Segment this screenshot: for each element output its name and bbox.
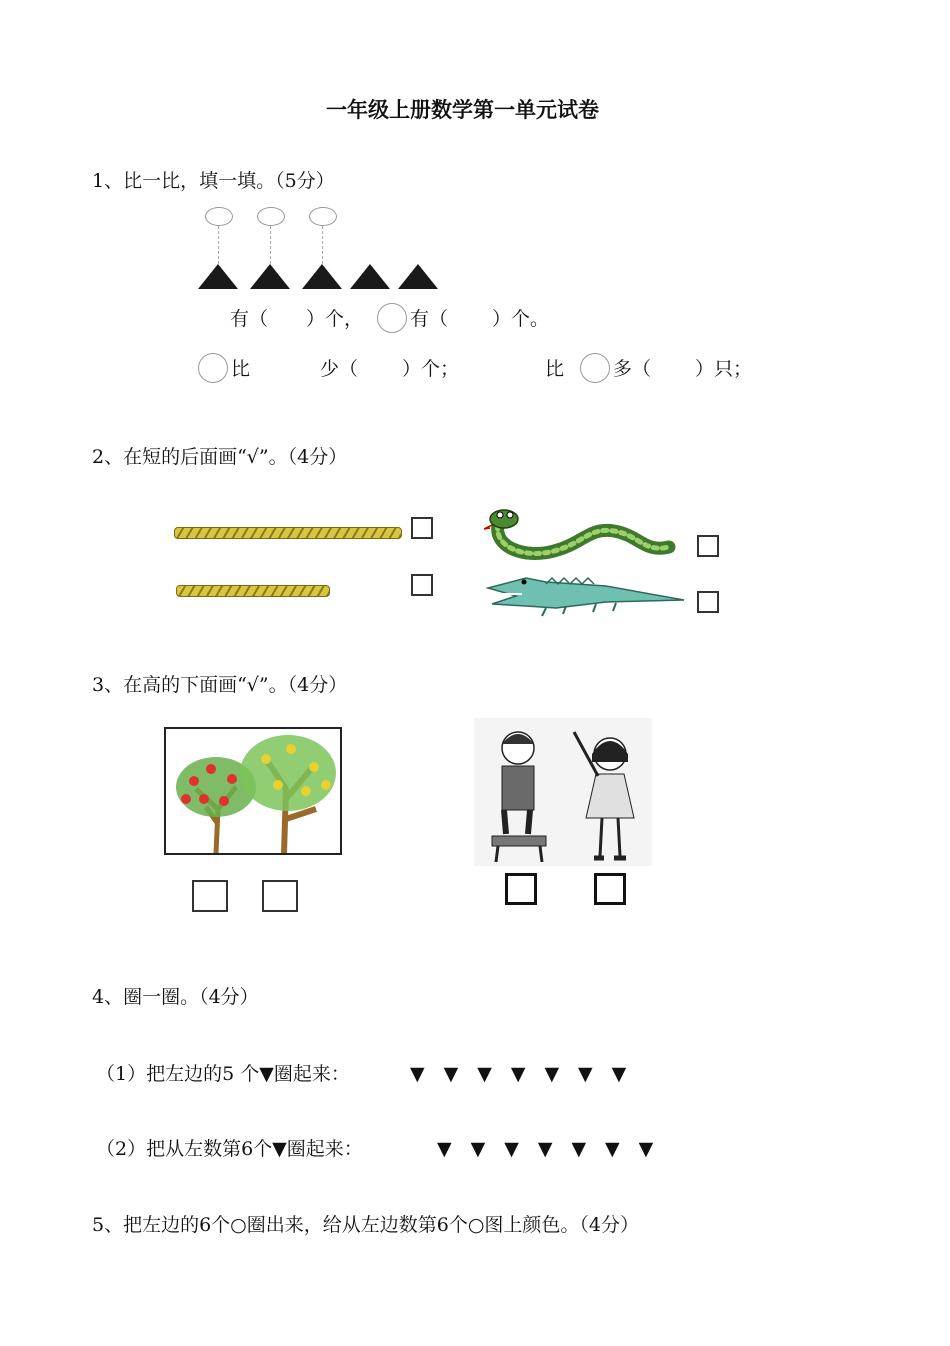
answer-box[interactable] <box>697 591 719 613</box>
q4-item1-triangles: ▼ ▼ ▼ ▼ ▼ ▼ ▼ <box>410 1063 627 1085</box>
oval-shape <box>205 207 233 226</box>
q1-line1-part1: 有（ ）个， <box>230 308 364 330</box>
q4-item2-triangles: ▼ ▼ ▼ ▼ ▼ ▼ ▼ <box>437 1138 654 1160</box>
q4-item1-label: （1）把左边的5 个▼圈起来： <box>96 1063 350 1085</box>
triangle-shape <box>398 264 438 289</box>
crocodile-image <box>486 572 686 622</box>
dashed-connector <box>270 226 271 264</box>
answer-box[interactable] <box>697 535 719 557</box>
short-rope-image <box>176 585 330 597</box>
page-title: 一年级上册数学第一单元试卷 <box>326 97 599 122</box>
answer-box[interactable] <box>262 880 298 912</box>
circle-shape <box>580 353 610 383</box>
dashed-connector <box>322 226 323 264</box>
snake-image <box>484 507 684 567</box>
q1-line2-part3: 比 <box>545 358 565 380</box>
q1-line2-part1: 比 <box>231 358 251 380</box>
trees-illustration <box>166 729 340 853</box>
oval-shape <box>309 207 337 226</box>
q1-heading: 1、比一比，填一填。（5分） <box>92 170 335 192</box>
circle-shape <box>198 353 228 383</box>
dashed-connector <box>218 226 219 264</box>
q1-line2-part4: 多（ ）只； <box>613 358 753 380</box>
q1-line2-part2: 少（ ）个； <box>320 358 460 380</box>
triangle-shape <box>250 264 290 289</box>
q4-item2-label: （2）把从左数第6个▼圈起来： <box>96 1138 363 1160</box>
q2-heading: 2、在短的后面画“√”。（4分） <box>92 446 348 468</box>
q1-line1-part2: 有（ ）个。 <box>410 308 550 330</box>
q3-heading: 3、在高的下面画“√”。（4分） <box>92 674 348 696</box>
triangle-shape <box>350 264 390 289</box>
q4-heading: 4、圈一圈。（4分） <box>92 986 259 1008</box>
long-rope-image <box>174 527 402 539</box>
answer-box[interactable] <box>192 880 228 912</box>
oval-shape <box>257 207 285 226</box>
answer-box[interactable] <box>594 873 626 905</box>
triangle-shape <box>198 264 238 289</box>
answer-box[interactable] <box>411 517 433 539</box>
triangle-shape <box>302 264 342 289</box>
children-picture <box>474 718 652 866</box>
circle-shape <box>377 303 407 333</box>
answer-box[interactable] <box>505 873 537 905</box>
q5-heading: 5、把左边的6个○圈出来，给从左边数第6个○图上颜色。（4分） <box>92 1214 640 1236</box>
trees-picture <box>164 727 342 855</box>
answer-box[interactable] <box>411 574 433 596</box>
